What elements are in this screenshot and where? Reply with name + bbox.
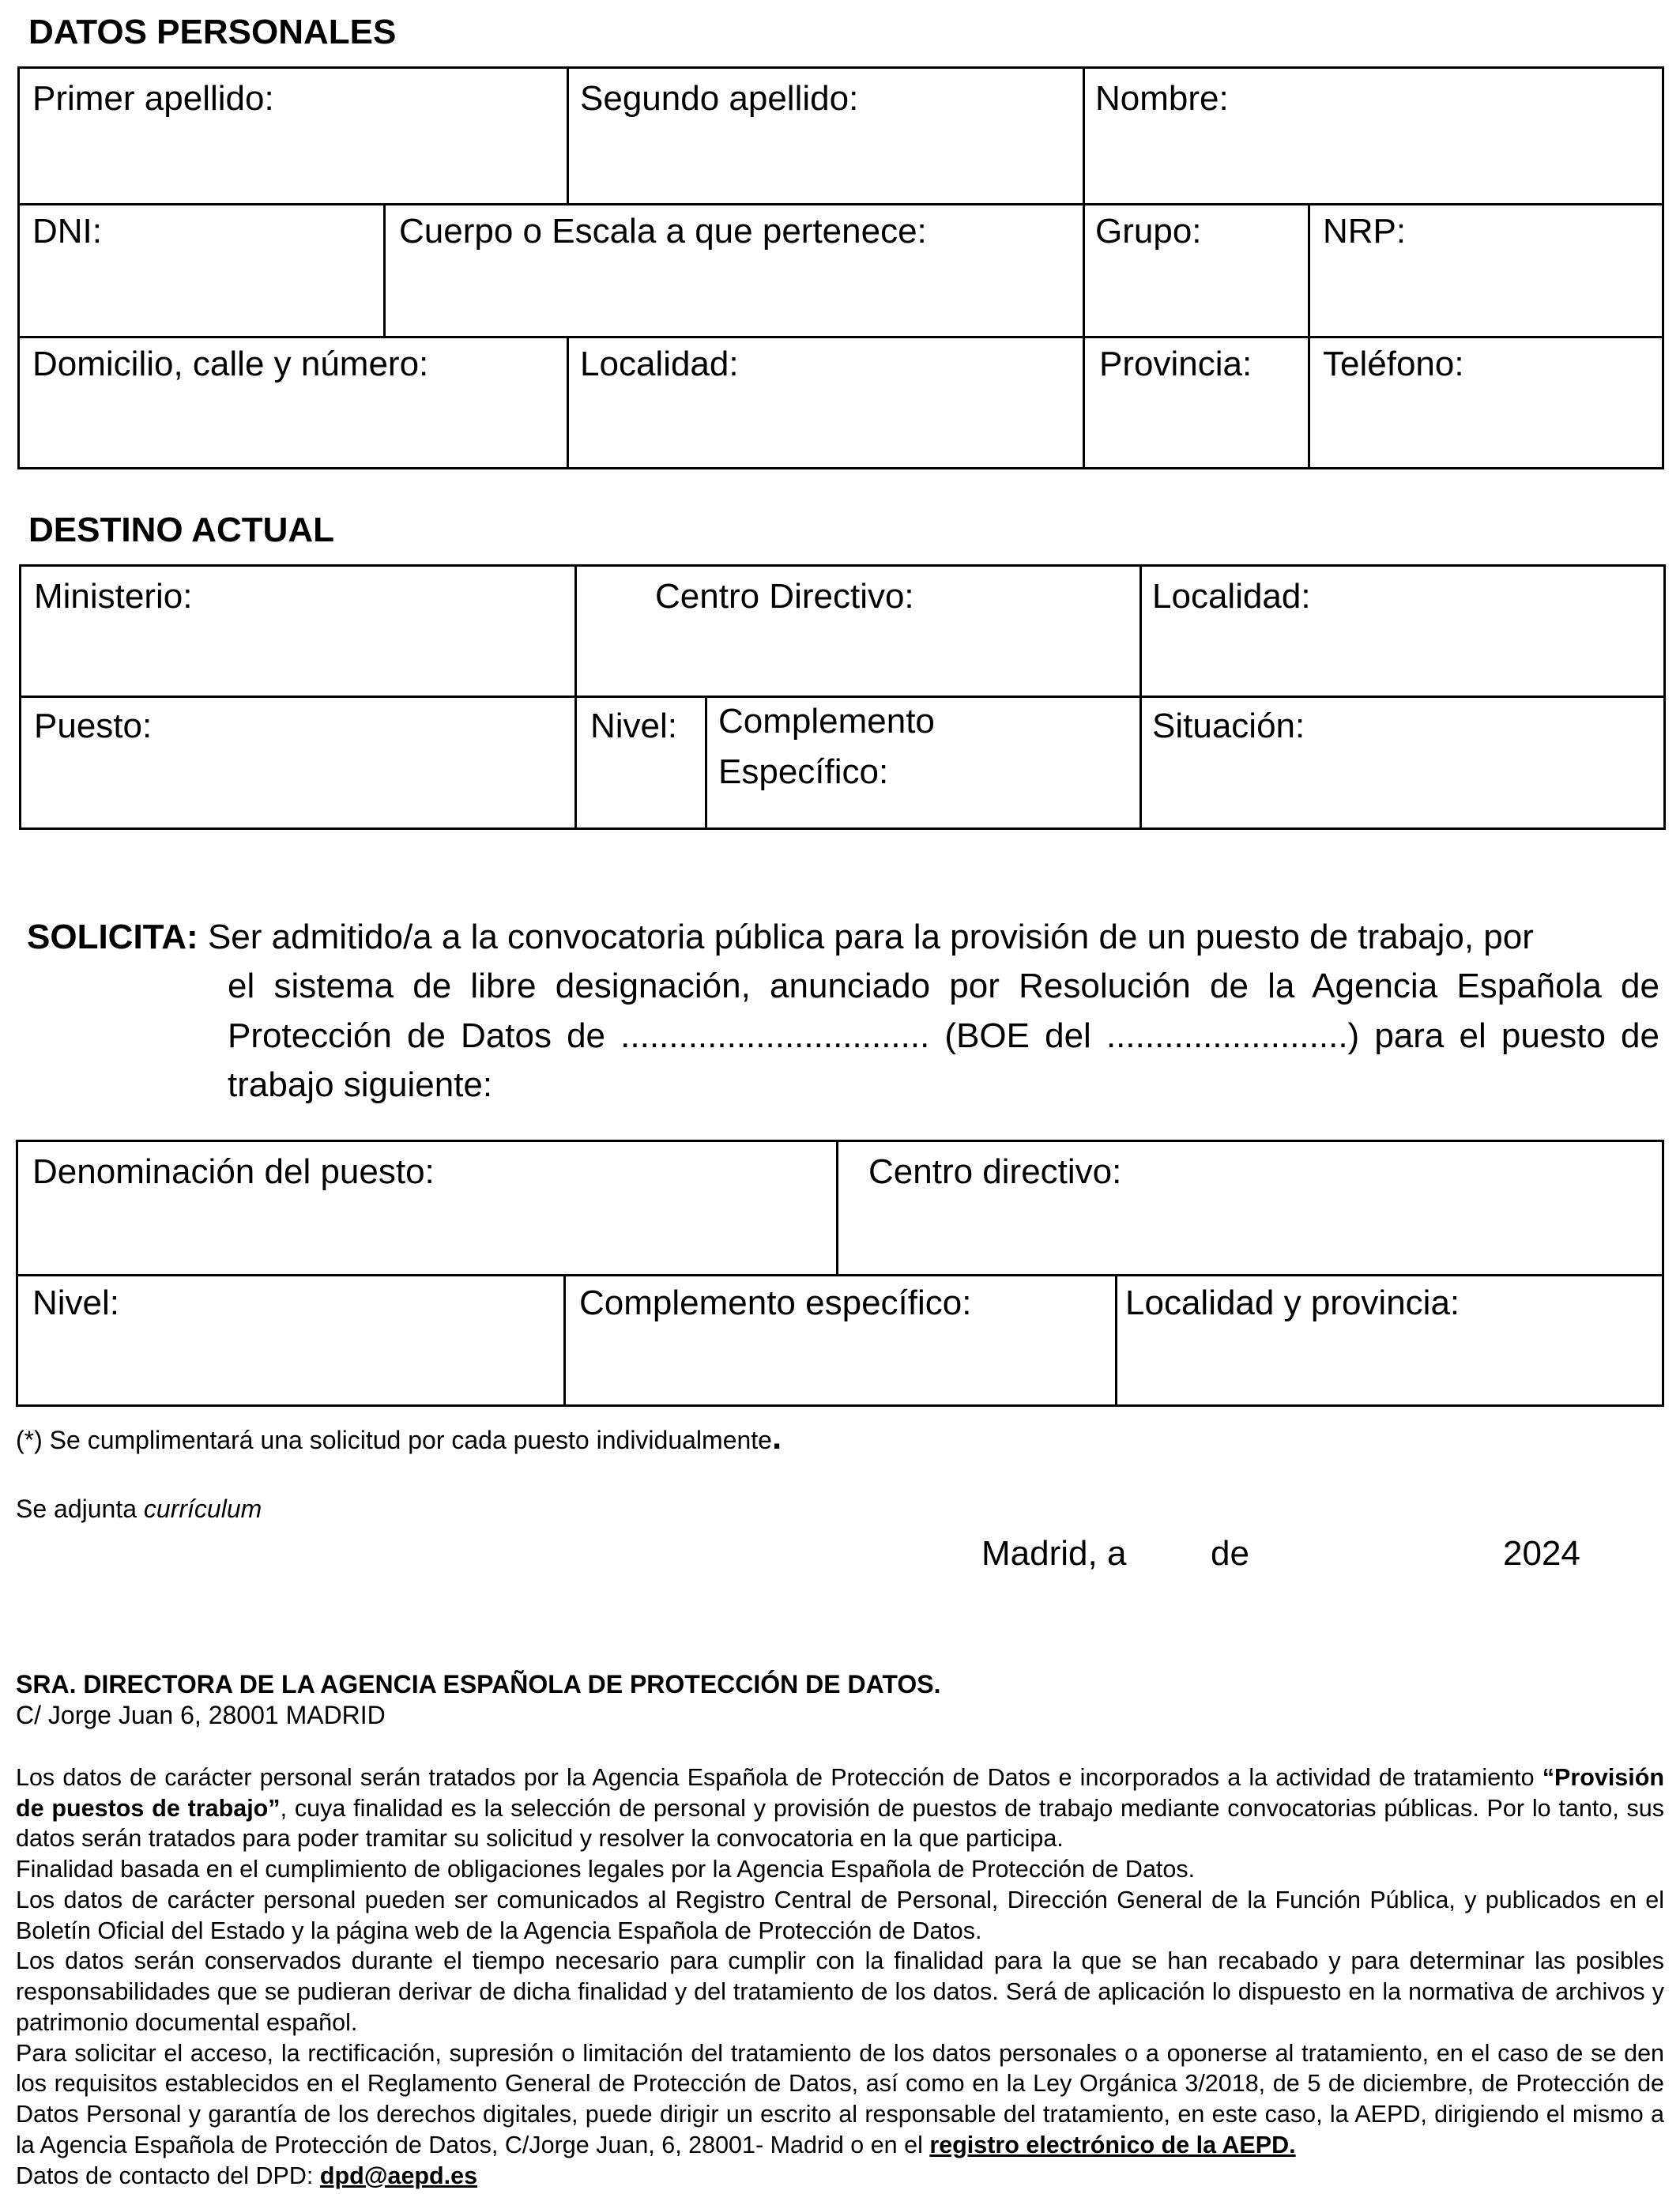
ministerio-field[interactable]: Ministerio: — [34, 577, 193, 616]
cuerpo-escala-field[interactable]: Cuerpo o Escala a que pertenece: — [399, 212, 927, 251]
row-divider — [20, 336, 1662, 338]
denominacion-puesto-field[interactable]: Denominación del puesto: — [32, 1152, 435, 1191]
adjunta-prefix: Se adjunta — [16, 1495, 144, 1523]
adjunta-line — [16, 1495, 262, 1524]
data-protection-notice — [16, 1762, 1664, 2191]
solicita-line-1: Ser admitido/a a la convocatoria pública para la provisión de un puesto de trabajo, por — [207, 918, 1534, 956]
situacion-field[interactable]: Situación: — [1152, 707, 1305, 745]
row-divider — [20, 203, 1662, 205]
solicita-rest: el sistema de libre designación, anunciado por Resolución de la Agencia Española de Protección de Datos de ................................ (BOE del .........................) para el puesto de trabajo siguiente: — [228, 967, 1659, 1105]
col-divider — [567, 69, 569, 203]
registro-electronico-link[interactable]: registro electrónico de la AEPD. — [929, 2131, 1296, 2158]
personal-data-table — [17, 66, 1664, 469]
solicita-paragraph — [27, 913, 1659, 1110]
legal-paragraph-4: Los datos serán conservados durante el tiempo necesario para cumplir con la finalidad para la que se han recabado y para determinar las posibles responsabilidades que se pudieran derivar de dicha finalidad y del tratamiento de los datos. Será de aplicación lo dispuesto en la normativa de archivos y patrimonio documental español. — [16, 1947, 1664, 2036]
footnote — [16, 1418, 782, 1457]
primer-apellido-field[interactable]: Primer apellido: — [32, 79, 274, 118]
centro-directivo-puesto-field[interactable]: Centro directivo: — [868, 1152, 1122, 1191]
col-divider — [1139, 567, 1142, 830]
legal-p5-text: Para solicitar el acceso, la rectificación, supresión o limitación del tratamiento de los datos personales o a oponerse al tratamiento, en el caso de se den los requisitos establecidos en el Reglamento General de Protección de Datos, así como en la Ley Orgánica 3/2018, de 5 de diciembre, de Protección de Datos Personal y garantía de los derechos digitales, puede dirigir un escrito al responsable del tratamiento, en este caso, la AEPD, dirigiendo el mismo a la Agencia Española de Protección de Datos, C/Jorge Juan, 6, 28001- Madrid o en el — [16, 2039, 1664, 2158]
dpd-email-link[interactable]: dpd@aepd.es — [319, 2162, 478, 2189]
col-divider — [1083, 69, 1085, 469]
complemento-puesto-field[interactable]: Complemento específico: — [579, 1284, 972, 1322]
section-title-datos-personales: DATOS PERSONALES — [28, 13, 397, 51]
col-divider — [567, 336, 569, 469]
legal-p1-end: , cuya finalidad es la selección de personal y provisión de puestos de trabajo mediante convocatorias públicas. Por lo tanto, sus datos serán tratados para poder tramitar su solicitud y resolver la convocatoria en la que participa. — [16, 1794, 1664, 1853]
localidad-provincia-field[interactable]: Localidad y provincia: — [1125, 1284, 1460, 1322]
footnote-period: . — [771, 1418, 782, 1457]
fecha-de: de — [1211, 1534, 1249, 1573]
col-divider — [1115, 1274, 1117, 1407]
col-divider — [705, 696, 707, 830]
nrp-field[interactable]: NRP: — [1323, 212, 1407, 251]
footnote-text: (*) Se cumplimentará una solicitud por cada puesto individualmente — [16, 1426, 772, 1454]
dni-field[interactable]: DNI: — [32, 212, 102, 251]
col-divider — [563, 1274, 566, 1407]
fecha-anio: 2024 — [1503, 1534, 1580, 1573]
domicilio-field[interactable]: Domicilio, calle y número: — [32, 345, 429, 383]
fecha-ciudad: Madrid, a — [981, 1534, 1127, 1573]
legal-paragraph-2: Finalidad basada en el cumplimiento de obligaciones legales por la Agencia Española de Protección de Datos. — [16, 1856, 1196, 1883]
row-divider — [18, 1274, 1662, 1276]
puesto-solicitado-table — [16, 1140, 1664, 1407]
puesto-field[interactable]: Puesto: — [34, 707, 153, 745]
legal-p6-text: Datos de contacto del DPD: — [16, 2162, 320, 2189]
nivel-destino-field[interactable]: Nivel: — [590, 707, 678, 745]
nivel-puesto-field[interactable]: Nivel: — [32, 1284, 120, 1322]
complemento-especifico-field[interactable] — [718, 696, 935, 797]
complemento-line-1: Complemento — [718, 702, 935, 741]
grupo-field[interactable]: Grupo: — [1095, 212, 1202, 251]
col-divider — [1308, 203, 1310, 469]
segundo-apellido-field[interactable]: Segundo apellido: — [580, 79, 859, 118]
legal-paragraph-3: Los datos de carácter personal pueden ser comunicados al Registro Central de Personal, Dirección General de la Función Pública, y publicados en el Boletín Oficial del Estado y la página web de la Agencia Española de Protección de Datos. — [16, 1886, 1664, 1944]
col-divider — [383, 203, 386, 336]
provincia-field[interactable]: Provincia: — [1099, 345, 1252, 383]
legal-p1-activity: “Provisión de puestos de trabajo” — [16, 1764, 1664, 1822]
legal-paragraph-5 — [16, 2038, 1664, 2161]
destino-actual-table — [19, 564, 1666, 830]
legal-p1-start: Los datos de carácter personal serán tratados por la Agencia Española de Protección de Datos e incorporados a la actividad de tratamiento — [16, 1764, 1543, 1791]
localidad-field[interactable]: Localidad: — [580, 345, 739, 383]
adjunta-curriculum: currículum — [143, 1495, 262, 1523]
centro-directivo-field[interactable]: Centro Directivo: — [655, 577, 914, 616]
col-divider — [574, 567, 577, 830]
col-divider — [836, 1142, 838, 1274]
telefono-field[interactable]: Teléfono: — [1323, 345, 1464, 383]
destinatario-address: C/ Jorge Juan 6, 28001 MADRID — [16, 1701, 386, 1729]
legal-paragraph-6 — [16, 2161, 1664, 2192]
section-title-destino-actual: DESTINO ACTUAL — [28, 511, 335, 549]
legal-paragraph-1 — [16, 1762, 1664, 1854]
complemento-line-2: Específico: — [718, 752, 889, 791]
solicita-label: SOLICITA: — [27, 918, 198, 956]
nombre-field[interactable]: Nombre: — [1095, 79, 1229, 118]
localidad-destino-field[interactable]: Localidad: — [1152, 577, 1311, 616]
destinatario-title: SRA. DIRECTORA DE LA AGENCIA ESPAÑOLA DE PROTECCIÓN DE DATOS. — [16, 1670, 941, 1698]
